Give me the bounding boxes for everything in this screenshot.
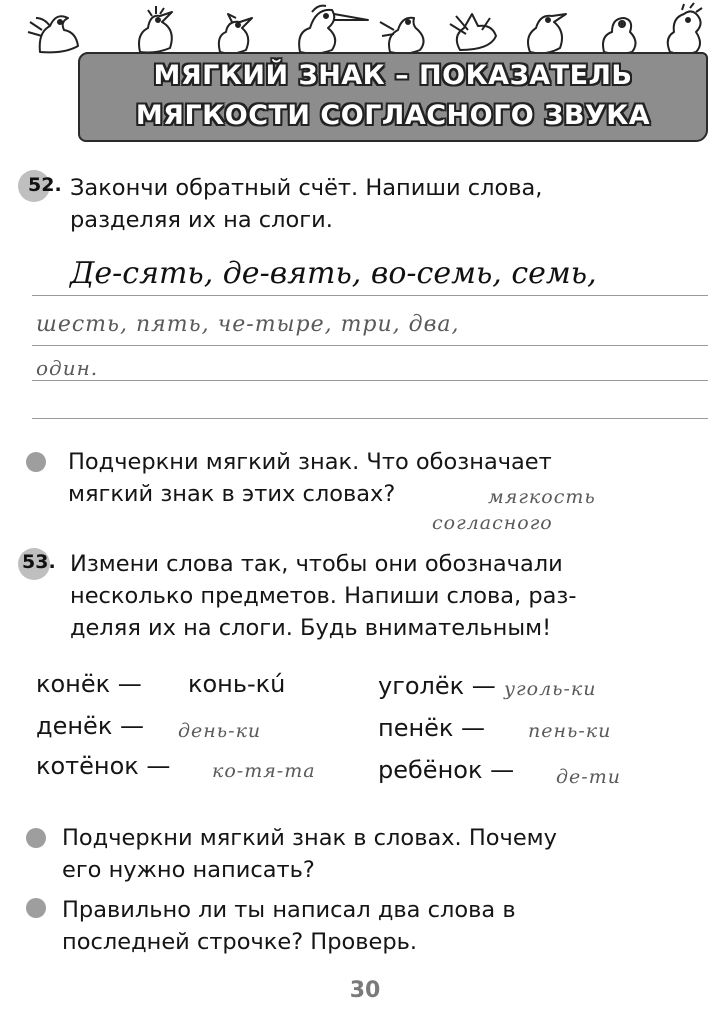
title-line-1: МЯГКИЙ ЗНАК – ПОКАЗАТЕЛЬ xyxy=(153,60,633,91)
writing-line xyxy=(32,380,708,381)
task-53-number: 53. xyxy=(22,551,56,573)
answer-right-1: уголь-ки xyxy=(504,678,597,700)
answer-right-3: де-ти xyxy=(556,766,621,788)
task-53-bullet-1-line-2: его нужно написать? xyxy=(62,857,315,883)
bullet-question-line-1: Подчеркни мягкий знак. Что обозначает xyxy=(68,449,552,475)
bird-icon xyxy=(28,16,78,52)
task-53-bullet-2-line-2: последней строчке? Проверь. xyxy=(62,929,418,955)
bullet-icon xyxy=(26,898,46,918)
title-line-2: МЯГКОСТИ СОГЛАСНОГО ЗВУКА xyxy=(135,100,651,131)
answer-left-3: ко-тя-та xyxy=(212,760,316,782)
word-left-3: котёнок — xyxy=(36,752,171,780)
task-52-bullet-question xyxy=(68,446,708,510)
writing-line xyxy=(32,345,708,346)
word-right-3: ребёнок — xyxy=(378,756,515,784)
bird-icon xyxy=(299,6,368,54)
page-number: 30 xyxy=(349,978,381,1003)
handwritten-answer-line-2: шесть, пять, че-тыре, три, два, xyxy=(36,312,460,337)
task-52-instruction xyxy=(70,172,706,236)
birds-decoration xyxy=(20,2,710,54)
task-53-instruction xyxy=(70,548,706,644)
bird-icon xyxy=(603,18,636,54)
bird-icon xyxy=(139,6,172,53)
handwritten-bullet-answer-1: мягкость xyxy=(488,486,596,508)
answer-right-2: пень-ки xyxy=(528,720,612,742)
task-52-instruction-line-1: Закончи обратный счёт. Напиши слова, xyxy=(70,175,543,201)
bullet-question-line-2: мягкий знак в этих словах? xyxy=(68,481,396,507)
writing-line xyxy=(32,295,708,296)
task-53-instruction-line-2: несколько предметов. Напиши слова, раз- xyxy=(70,583,577,609)
task-53-bullet-1-line-1: Подчеркни мягкий знак в словах. Почему xyxy=(62,825,557,851)
bird-icon xyxy=(450,14,496,50)
answer-left-2: день-ки xyxy=(178,720,262,742)
word-left-2: денёк — xyxy=(36,712,144,740)
page-title xyxy=(90,56,696,136)
task-53-instruction-line-1: Измени слова так, чтобы они обозначали xyxy=(70,551,563,577)
word-right-1: уголёк — xyxy=(378,672,496,700)
task-52-number: 52. xyxy=(28,174,62,196)
task-53-bullet-2-line-1: Правильно ли ты написал два слова в xyxy=(62,897,516,923)
bird-icon xyxy=(219,14,252,54)
word-left-1: конёк — xyxy=(36,670,142,698)
writing-line xyxy=(32,418,708,419)
task-52-instruction-line-2: разделяя их на слоги. xyxy=(70,207,333,233)
word-right-2: пенёк — xyxy=(378,714,486,742)
handwritten-bullet-answer-2: согласного xyxy=(432,512,553,534)
bullet-icon xyxy=(26,828,46,848)
answer-left-1: конь-кú xyxy=(188,670,286,698)
handwritten-answer-line-3: один. xyxy=(36,356,99,380)
bird-icon xyxy=(528,14,566,53)
bird-icon xyxy=(380,18,424,54)
task-53-bullet-1 xyxy=(62,822,708,886)
task-53-instruction-line-3: деляя их на слоги. Будь внимательным! xyxy=(70,615,552,641)
bird-icon xyxy=(668,3,702,54)
handwritten-answer-line-1: Де-сять, де-вять, во-семь, семь, xyxy=(70,256,597,291)
bullet-icon xyxy=(26,452,46,472)
task-53-bullet-2 xyxy=(62,894,708,958)
